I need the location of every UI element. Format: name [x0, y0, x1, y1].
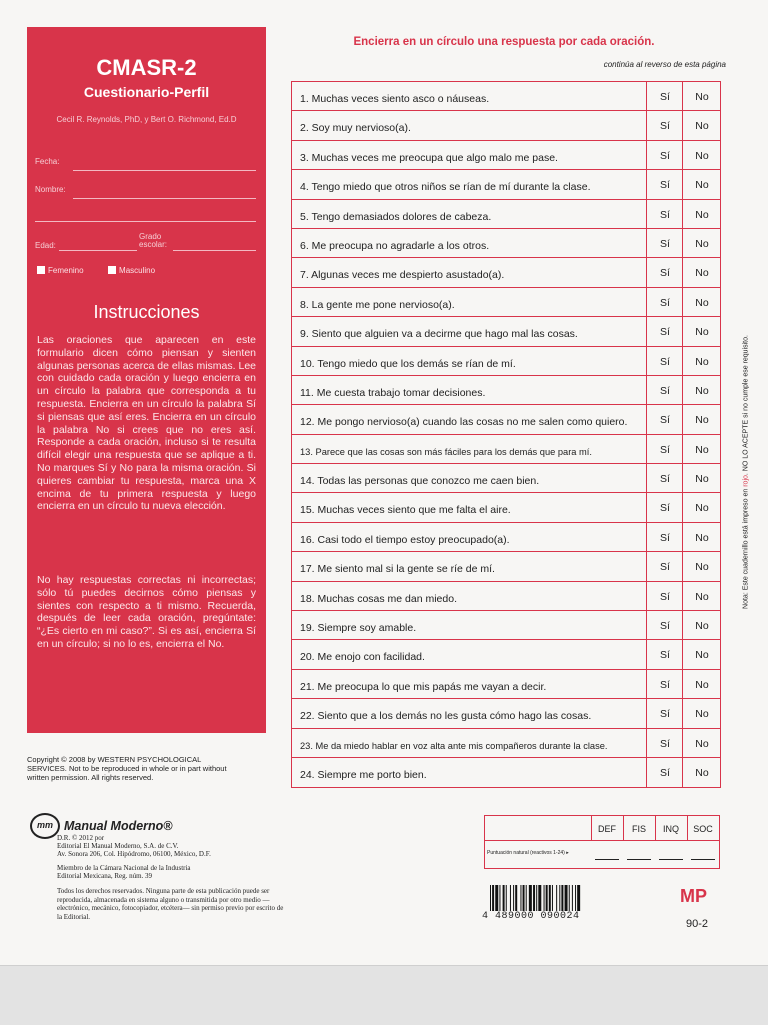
- answer-yes[interactable]: Sí: [646, 258, 683, 286]
- answer-no[interactable]: No: [682, 640, 721, 668]
- score-blank-fis[interactable]: [627, 859, 651, 860]
- score-header-soc: SOC: [687, 816, 718, 840]
- barcode-bar: [577, 885, 580, 911]
- answer-yes[interactable]: Sí: [646, 317, 683, 345]
- question-row: [292, 758, 720, 787]
- barcode-bar: [503, 885, 505, 911]
- answer-yes[interactable]: Sí: [646, 523, 683, 551]
- question-row: [292, 729, 720, 759]
- answer-yes[interactable]: Sí: [646, 552, 683, 580]
- question-row: [292, 82, 720, 111]
- question-row: [292, 582, 720, 611]
- barcode-bar: [556, 885, 557, 911]
- male-label: Masculino: [119, 266, 156, 275]
- answer-yes[interactable]: Sí: [646, 405, 683, 433]
- question-row: [292, 523, 720, 552]
- answer-yes[interactable]: Sí: [646, 582, 683, 610]
- question-row: [292, 141, 720, 170]
- answer-yes[interactable]: Sí: [646, 493, 683, 521]
- female-label: Femenino: [48, 266, 84, 275]
- question-text: 18. Muchas cosas me dan miedo.: [300, 592, 457, 605]
- answer-no[interactable]: No: [682, 523, 721, 551]
- question-text: 9. Siento que alguien va a decirme que hago mal las cosas.: [300, 328, 578, 341]
- question-row: [292, 200, 720, 229]
- answer-no[interactable]: No: [682, 258, 721, 286]
- question-text: 1. Muchas veces siento asco o náuseas.: [300, 93, 490, 105]
- answer-no[interactable]: No: [682, 288, 721, 316]
- answer-no[interactable]: No: [682, 758, 721, 786]
- answer-yes[interactable]: Sí: [646, 670, 683, 698]
- barcode-bar: [515, 885, 517, 911]
- score-table: [484, 815, 720, 869]
- question-row: [292, 317, 720, 346]
- score-blank-def[interactable]: [595, 859, 619, 860]
- question-row: [292, 229, 720, 258]
- question-row: [292, 111, 720, 140]
- score-header-def: DEF: [591, 816, 622, 840]
- answer-yes[interactable]: Sí: [646, 141, 683, 169]
- name-field-extra-line[interactable]: [35, 208, 256, 222]
- answer-no[interactable]: No: [682, 464, 721, 492]
- answer-yes[interactable]: Sí: [646, 758, 683, 786]
- barcode-bar: [492, 885, 494, 911]
- answer-yes[interactable]: Sí: [646, 611, 683, 639]
- barcode-bars: [490, 885, 644, 911]
- page-bottom: [0, 965, 768, 1025]
- publisher-membership: Miembro de la Cámara Nacional de la Industria Editorial Mexicana, Reg. núm. 39: [57, 864, 191, 880]
- question-row: [292, 376, 720, 405]
- barcode-bar: [572, 885, 573, 911]
- form-subtitle: Cuestionario-Perfil: [83, 84, 210, 100]
- barcode-bar: [549, 885, 551, 911]
- question-text: 7. Algunas veces me despierto asustado(a).: [300, 269, 505, 282]
- instructions-paragraph-2: No hay respuestas correctas ni incorrectas; sólo tú puedes decirnos cómo piensas y sientes con respecto a ti mismo. Recuerda, después de leer cada oración, pregúntate: “¿Es cierto en mi caso?”. Si es así, encierra Sí en un círculo; si no lo es, encierra el No.: [37, 574, 256, 650]
- copyright-notice: Copyright © 2008 by WESTERN PSYCHOLOGICAL SERVICES. Not to be reproduced in whole or in part without written permission. All rights reserved.: [27, 755, 227, 782]
- question-row: [292, 347, 720, 376]
- brand-mark: MP: [680, 886, 707, 906]
- question-text: 12. Me pongo nervioso(a) cuando las cosas no me salen como quiero.: [300, 416, 628, 429]
- barcode-bar: [565, 885, 568, 911]
- answer-yes[interactable]: Sí: [646, 111, 683, 139]
- answer-no[interactable]: No: [682, 611, 721, 639]
- barcode-bar: [495, 885, 498, 911]
- profile-panel: [27, 27, 266, 733]
- answer-no[interactable]: No: [682, 552, 721, 580]
- answer-yes[interactable]: Sí: [646, 229, 683, 257]
- answer-instruction: Encierra en un círculo una respuesta por cada oración.: [353, 36, 655, 48]
- answer-no[interactable]: No: [682, 493, 721, 521]
- question-text: 11. Me cuesta trabajo tomar decisiones.: [300, 386, 486, 399]
- question-text: 23. Me da miedo hablar en voz alta ante mis compañeros durante la clase.: [300, 740, 608, 751]
- instructions-paragraph-1: Las oraciones que aparecen en este formulario dicen cómo piensan y sienten algunas personas acerca de ellas mismas. Lee con cuidado cada oración y luego encierra en un círculo la palabra que corresponda a tu respuesta. Encierra en un círculo la palabra Sí si piensas que así eres. Encierra en un círculo la palabra No si crees que no eres así. Responde a cada oración, incluso si te resulta difícil elegir una respuesta que se aplique a ti. No marques Sí y No para la misma oración. Si quieres cambiar tu respuesta, marca una X encima de tu primera respuesta y luego encierra en un círculo tu nueva elección.: [37, 334, 256, 513]
- question-row: [292, 670, 720, 699]
- answer-no[interactable]: No: [682, 317, 721, 345]
- answer-no[interactable]: No: [682, 405, 721, 433]
- answer-no[interactable]: No: [682, 111, 721, 139]
- question-row: [292, 435, 720, 464]
- date-label: Fecha:: [35, 157, 60, 166]
- female-checkbox[interactable]: [37, 266, 45, 274]
- answer-no[interactable]: No: [682, 229, 721, 257]
- question-text: 6. Me preocupa no agradarle a los otros.: [300, 239, 490, 252]
- answer-yes[interactable]: Sí: [646, 288, 683, 316]
- question-row: [292, 640, 720, 669]
- question-row: [292, 258, 720, 287]
- question-row: [292, 405, 720, 434]
- question-text: 24. Siempre me porto bien.: [300, 769, 427, 782]
- answer-no[interactable]: No: [682, 200, 721, 228]
- question-text: 22. Siento que a los demás no les gusta cómo hago las cosas.: [300, 710, 592, 723]
- barcode-bar: [536, 885, 537, 911]
- continue-note: continúa al reverso de esta página: [603, 60, 726, 69]
- question-text: 8. La gente me pone nervioso(a).: [300, 298, 455, 311]
- barcode-bar: [559, 885, 560, 911]
- question-text: 17. Me siento mal si la gente se ríe de mí.: [300, 563, 495, 576]
- score-blank-soc[interactable]: [691, 859, 715, 860]
- barcode-bar: [575, 885, 576, 911]
- questions-table: [291, 81, 721, 788]
- print-color-note: Nota: Este cuadernillo está impreso en rojo. NO LO ACEPTE si no cumple ese requisito.: [742, 335, 750, 609]
- product-code: 90-2: [686, 918, 709, 930]
- question-row: [292, 288, 720, 317]
- barcode-bar: [533, 885, 535, 911]
- answer-no[interactable]: No: [682, 82, 721, 110]
- barcode-bar: [513, 885, 514, 911]
- answer-yes[interactable]: Sí: [646, 640, 683, 668]
- question-text: 14. Todas las personas que conozco me caen bien.: [300, 475, 540, 488]
- form-title: CMASR-2: [96, 55, 197, 80]
- answer-no[interactable]: No: [682, 582, 721, 610]
- answer-yes[interactable]: Sí: [646, 435, 683, 463]
- barcode-bar: [544, 885, 545, 911]
- answer-no[interactable]: No: [682, 141, 721, 169]
- barcode-bar: [510, 885, 511, 911]
- score-header-fis: FIS: [623, 816, 654, 840]
- gender-options: [37, 266, 155, 275]
- question-text: 5. Tengo demasiados dolores de cabeza.: [300, 210, 492, 223]
- barcode-bar: [538, 885, 541, 911]
- question-row: [292, 699, 720, 728]
- question-text: 3. Muchas veces me preocupa que algo malo me pase.: [300, 151, 558, 164]
- answer-no[interactable]: No: [682, 170, 721, 198]
- answer-yes[interactable]: Sí: [646, 699, 683, 727]
- score-row-label: Puntuación natural (reactivos 1-24) ▸: [487, 850, 569, 856]
- form-authors: Cecil R. Reynolds, PhD, y Bert O. Richmond, Ed.D: [56, 115, 237, 124]
- publisher-name: Manual Moderno®: [64, 819, 173, 833]
- answer-yes[interactable]: Sí: [646, 170, 683, 198]
- question-text: 10. Tengo miedo que los demás se rían de mí.: [300, 357, 516, 370]
- grade-label: Grado escolar:: [139, 232, 168, 249]
- barcode: [482, 885, 648, 923]
- answer-yes[interactable]: Sí: [646, 729, 683, 758]
- manual-moderno-logo-icon: mm: [30, 813, 60, 839]
- barcode-bar: [520, 885, 521, 911]
- question-text: 2. Soy muy nervioso(a).: [300, 122, 411, 135]
- question-row: [292, 170, 720, 199]
- barcode-bar: [552, 885, 553, 911]
- age-grade-fields[interactable]: [35, 232, 256, 251]
- barcode-bar: [523, 885, 525, 911]
- publisher-details: D.R. © 2012 por Editorial El Manual Moderno, S.A. de C.V. Av. Sonora 206, Col. Hipódromo, 06100, México, D.F.: [57, 834, 211, 858]
- answer-no[interactable]: No: [682, 670, 721, 698]
- barcode-bar: [499, 885, 500, 911]
- question-text: 13. Parece que las cosas son más fáciles para los demás que para mí.: [300, 446, 592, 457]
- answer-no[interactable]: No: [682, 376, 721, 404]
- question-row: [292, 464, 720, 493]
- question-text: 15. Muchas veces siento que me falta el aire.: [300, 504, 511, 517]
- barcode-bar: [561, 885, 563, 911]
- barcode-bar: [546, 885, 548, 911]
- answer-yes[interactable]: Sí: [646, 376, 683, 404]
- answer-yes[interactable]: Sí: [646, 347, 683, 375]
- barcode-bar: [529, 885, 532, 911]
- date-field[interactable]: [35, 157, 256, 171]
- question-text: 4. Tengo miedo que otros niños se rían de mí durante la clase.: [300, 181, 591, 194]
- rights-notice: Todos los derechos reservados. Ninguna parte de esta publicación puede ser reproducida, almacenada en sistema alguno o transmitida por otro medio —electrónico, mecánico, fotocopiador, etcétera— sin permiso previo por escrito de la Editorial.: [57, 887, 284, 921]
- question-text: 19. Siempre soy amable.: [300, 622, 417, 635]
- answer-no[interactable]: No: [682, 435, 721, 463]
- answer-yes[interactable]: Sí: [646, 200, 683, 228]
- question-row: [292, 611, 720, 640]
- answer-yes[interactable]: Sí: [646, 464, 683, 492]
- question-row: [292, 552, 720, 581]
- answer-no[interactable]: No: [682, 699, 721, 727]
- instructions-heading: Instrucciones: [93, 302, 200, 322]
- question-text: 16. Casi todo el tiempo estoy preocupado(a).: [300, 533, 510, 546]
- name-label: Nombre:: [35, 185, 66, 194]
- barcode-bar: [526, 885, 527, 911]
- answer-no[interactable]: No: [682, 347, 721, 375]
- age-label: Edad:: [35, 241, 56, 250]
- male-checkbox[interactable]: [108, 266, 116, 274]
- barcode-bar: [506, 885, 507, 911]
- answer-yes[interactable]: Sí: [646, 82, 683, 110]
- question-row: [292, 493, 720, 522]
- answer-no[interactable]: No: [682, 729, 721, 758]
- score-blank-inq[interactable]: [659, 859, 683, 860]
- name-field[interactable]: [35, 185, 256, 199]
- barcode-bar: [569, 885, 570, 911]
- question-text: 20. Me enojo con facilidad.: [300, 651, 425, 664]
- barcode-bar: [490, 885, 491, 911]
- question-text: 21. Me preocupa lo que mis papás me vayan a decir.: [300, 680, 547, 693]
- score-header-inq: INQ: [655, 816, 686, 840]
- barcode-number: 4 489000 090024: [482, 911, 580, 922]
